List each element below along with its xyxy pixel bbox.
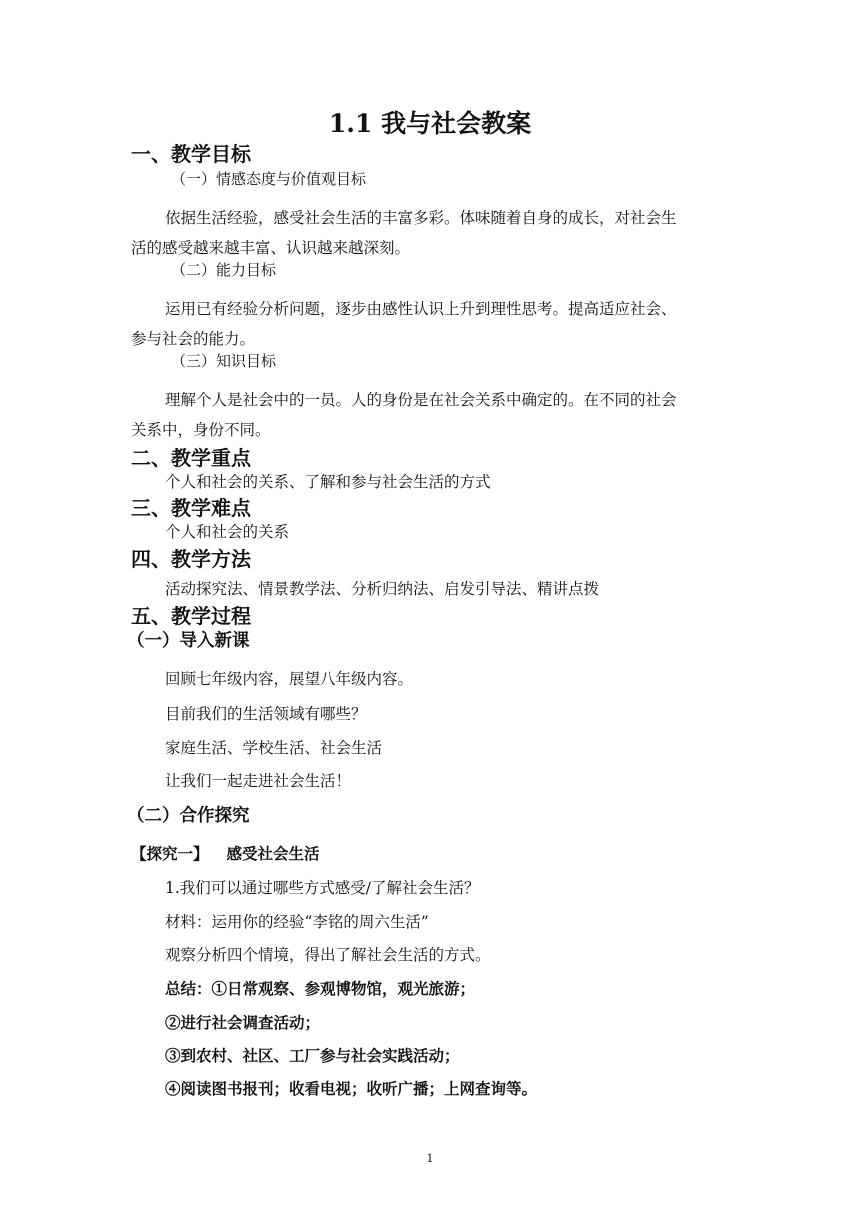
- explore-1-title: 感受社会生活: [226, 844, 320, 863]
- goal-1-paragraph-line-2: 活的感受越来越丰富、认识越来越深刻。: [131, 239, 411, 257]
- explore-1-label: 【探究一】: [131, 844, 209, 863]
- section-3-text: 个人和社会的关系: [165, 523, 290, 541]
- page-number: 1: [426, 1152, 434, 1165]
- part-1-heading: （一）导入新课: [127, 631, 250, 651]
- section-1-heading: 一、教学目标: [131, 142, 251, 166]
- part-2-heading: （二）合作探究: [127, 806, 250, 826]
- question-1: 1.我们可以通过哪些方式感受/了解社会生活？: [165, 879, 480, 897]
- summary-line-1: 总结：①日常观察、参观博物馆，观光旅游；: [165, 979, 476, 998]
- section-4-heading: 四、教学方法: [131, 547, 251, 571]
- section-2-text: 个人和社会的关系、了解和参与社会生活的方式: [165, 473, 491, 491]
- document-title: 1.1 我与社会教案: [328, 109, 532, 138]
- part-1-line-3: 家庭生活、学校生活、社会生活: [165, 739, 383, 757]
- material-line: 材料：运用你的经验“李铭的周六生活”: [165, 913, 429, 931]
- goal-3-heading: （三）知识目标: [171, 352, 277, 370]
- goal-2-paragraph-line-1: 运用已有经验分析问题，逐步由感性认识上升到理性思考。提高适应社会、: [165, 300, 677, 318]
- explore-1-heading: [131, 842, 320, 864]
- observe-line: 观察分析四个情境，得出了解社会生活的方式。: [165, 946, 491, 964]
- part-1-line-2: 目前我们的生活领域有哪些？: [165, 705, 367, 723]
- section-4-text: 活动探究法、情景教学法、分析归纳法、启发引导法、精讲点拨: [165, 580, 600, 598]
- goal-3-paragraph-line-2: 关系中，身份不同。: [131, 421, 271, 439]
- summary-line-2: ②进行社会调查活动；: [165, 1013, 321, 1032]
- section-2-heading: 二、教学重点: [131, 446, 251, 470]
- summary-line-3: ③到农村、社区、工厂参与社会实践活动；: [165, 1046, 460, 1065]
- section-5-heading: 五、教学过程: [131, 604, 251, 628]
- goal-3-paragraph-line-1: 理解个人是社会中的一员。人的身份是在社会关系中确定的。在不同的社会: [165, 391, 677, 409]
- goal-1-paragraph-line-1: 依据生活经验，感受社会生活的丰富多彩。体味随着自身的成长，对社会生: [165, 209, 677, 227]
- summary-line-4: ④阅读图书报刊；收看电视；收听广播；上网查询等。: [165, 1079, 538, 1098]
- part-1-line-1: 回顾七年级内容，展望八年级内容。: [165, 670, 414, 688]
- goal-1-heading: （一）情感态度与价值观目标: [171, 170, 367, 188]
- part-1-line-4: 让我们一起走进社会生活！: [165, 772, 352, 790]
- goal-2-paragraph-line-2: 参与社会的能力。: [131, 330, 256, 348]
- section-3-heading: 三、教学难点: [131, 496, 251, 520]
- goal-2-heading: （二）能力目标: [171, 261, 277, 279]
